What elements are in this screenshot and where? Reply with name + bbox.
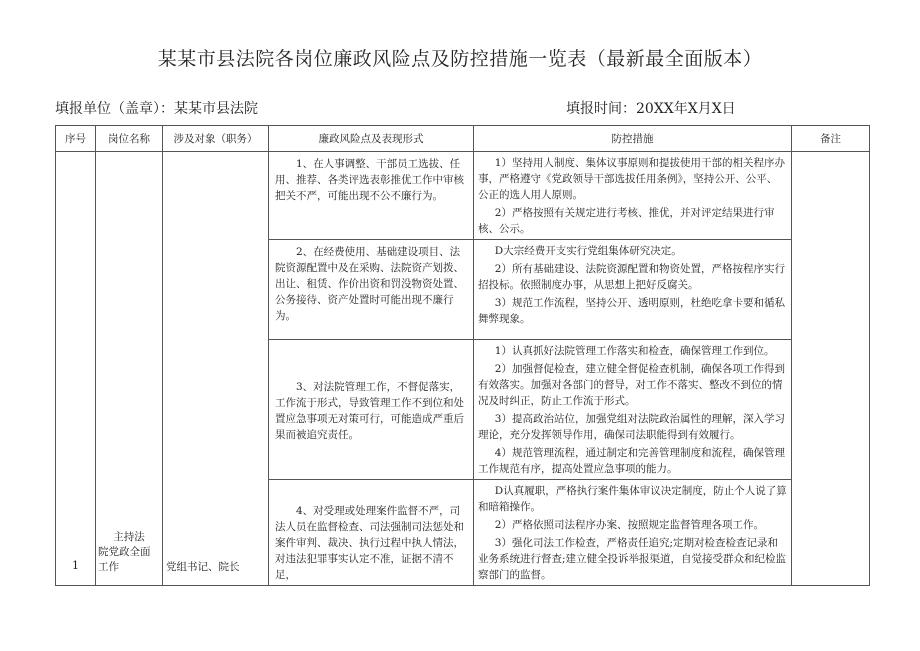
target-cell	[163, 152, 269, 586]
header-target: 涉及对象（职务）	[163, 126, 269, 152]
measure-item: 1）坚持用人制度、集体议事原则和提拔使用干部的相关程序办事，严格遵守《党政领导干部选拔任用条例》，坚持公开、公平、公正的选人用人原则。	[478, 157, 785, 201]
fill-time: 填报时间：20XX年X月X日	[566, 101, 736, 117]
measure-item: 2）严格依照司法程序办案、按照规定监督管理各项工作。	[494, 519, 764, 531]
risk-cell	[269, 240, 474, 340]
seq-cell	[56, 152, 96, 586]
measure-item: 4）规范管理流程，通过制定和完善管理制度和流程，确保管理工作规范有序，提高处置应急事项的能力。	[478, 447, 785, 475]
measure-item: 2）所有基础建设、法院资源配置和物资处置，严格按程序实行招投标。依照制度办事，从思想上把好反腐关。	[478, 263, 785, 291]
risk-text: 1、在人事调整、干部员工选拔、任用、推荐、各类评选表彰推优工作中审核把关不严，可能出现不公不廉行为。	[275, 158, 464, 202]
table-row	[56, 152, 870, 240]
filler-unit: 填报单位（盖章）：某某市县法院	[55, 101, 258, 117]
measure-item: 3）提高政治站位，加强党组对法院政治属性的理解，深入学习理论，充分发挥领导作用，确保司法职能得到有效履行。	[478, 413, 785, 441]
seq-number: 1	[72, 559, 79, 572]
header-risk: 廉政风险点及表现形式	[269, 126, 474, 152]
measure-item: 1）认真抓好法院管理工作落实和检查，确保管理工作到位。	[494, 345, 775, 357]
post-name-line1: 主持法	[113, 531, 145, 543]
risk-cell	[269, 152, 474, 240]
measures-cell	[474, 152, 792, 240]
page-title: 某某市县法院各岗位廉政风险点及防控措施一览表（最新最全面版本）	[157, 48, 763, 70]
risk-text: 3、对法院管理工作，不督促落实，工作流于形式，导致管理工作不到位和处置应急事项无对策可行，可能造成严重后果而被追究责任。	[275, 380, 464, 441]
post-cell	[96, 152, 163, 586]
risk-table	[55, 125, 870, 586]
risk-cell	[269, 480, 474, 586]
measure-item: D大宗经费开支实行党组集体研究决定。	[494, 245, 682, 257]
post-name-line2: 院党政全面工作	[98, 546, 151, 573]
header-post: 岗位名称	[96, 126, 163, 152]
measure-item: 2）严格按照有关规定进行考核、推优，并对评定结果进行审核、公示。	[478, 207, 775, 235]
measure-item: 3）规范工作流程，坚持公开、透明原则，杜绝吃拿卡要和循私舞弊现象。	[478, 297, 785, 325]
measure-item: D认真履职，严格执行案件集体审议决定制度，防止个人说了算和暗箱操作。	[478, 485, 787, 513]
remarks-cell	[792, 152, 870, 586]
header-measures: 防控措施	[474, 126, 792, 152]
risk-cell	[269, 340, 474, 480]
header-seq: 序号	[56, 126, 96, 152]
measure-item: 3）强化司法工作检查，严格责任追究;定期对检查检查记录和业务系统进行督查;建立健全投诉举报渠道，自觉接受群众和纪检监察部门的监督。	[478, 537, 787, 581]
measure-item: 2）加强督促检查，建立健全督促检查机制，确保各项工作得到有效落实。加强对各部门的督导，对工作不落实、整改不到位的情况及时纠正，防止工作流于形式。	[478, 363, 785, 407]
post-name	[98, 530, 160, 575]
measures-cell	[474, 480, 792, 586]
measures-cell	[474, 340, 792, 480]
measures-cell	[474, 240, 792, 340]
target-role: 党组书记、院长	[166, 561, 240, 573]
header-remarks: 备注	[792, 126, 870, 152]
table-header-row	[56, 126, 870, 152]
risk-text: 2、在经费使用、基础建设项目、法院资源配置中及在采购、法院资产划拨、出让、租赁、作价出资和罚没物资处置、公务接待、资产处置时可能出现不廉行为。	[275, 246, 464, 322]
risk-text: 4、对受理或处理案件监督不严，司法人员在监督检查、司法强制司法惩处和案件审判、裁决、执行过程中执人情法，对违法犯罪事实认定不准，证据不清不足，	[275, 505, 464, 581]
